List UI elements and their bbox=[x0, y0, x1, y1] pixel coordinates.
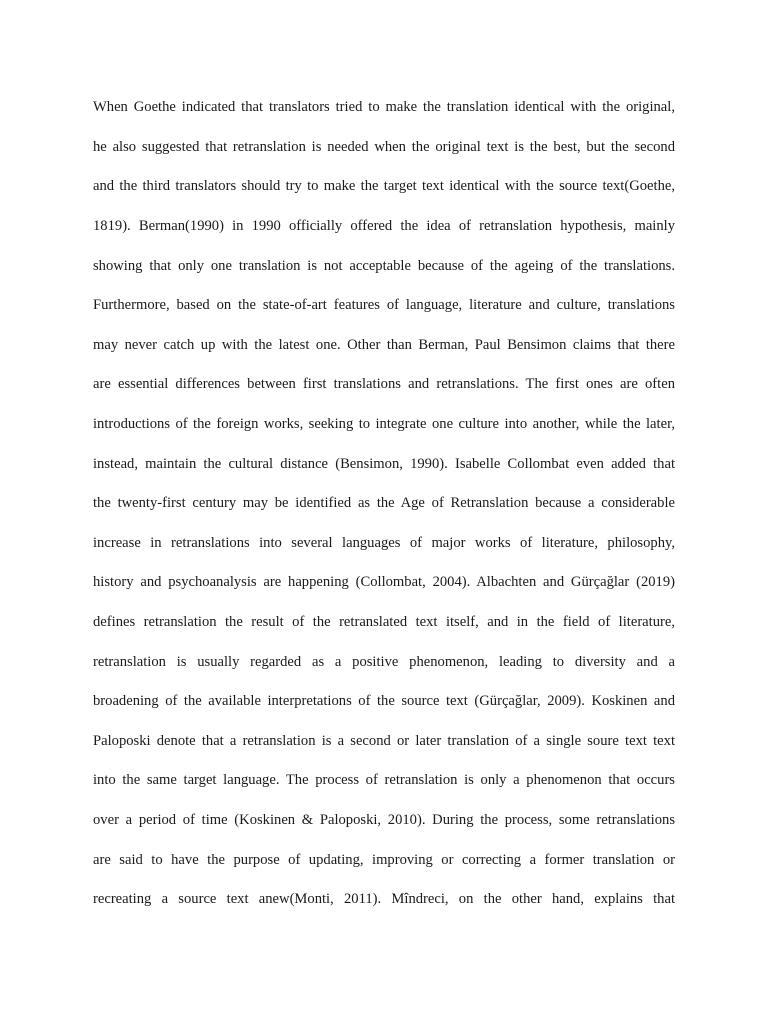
text-line: into the same target language. The process of retranslation is only a phenomenon that occurs bbox=[93, 772, 675, 788]
text-line: When Goethe indicated that translators tried to make the translation identical with the original, bbox=[93, 99, 675, 115]
text-line: he also suggested that retranslation is needed when the original text is the best, but the second bbox=[93, 139, 675, 155]
text-line: introductions of the foreign works, seeking to integrate one culture into another, while the later, bbox=[93, 416, 675, 432]
text-line: are said to have the purpose of updating, improving or correcting a former translation or bbox=[93, 852, 675, 868]
text-line: the twenty-first century may be identified as the Age of Retranslation because a considerable bbox=[93, 495, 675, 511]
text-line: increase in retranslations into several languages of major works of literature, philosophy, bbox=[93, 535, 675, 551]
text-line: may never catch up with the latest one. Other than Berman, Paul Bensimon claims that there bbox=[93, 337, 675, 353]
text-line: broadening of the available interpretations of the source text (Gürçağlar, 2009). Koskinen and bbox=[93, 693, 675, 709]
text-line: defines retranslation the result of the retranslated text itself, and in the field of literature, bbox=[93, 614, 675, 630]
text-line: instead, maintain the cultural distance (Bensimon, 1990). Isabelle Collombat even added that bbox=[93, 456, 675, 472]
text-line: and the third translators should try to make the target text identical with the source text(Goethe, bbox=[93, 178, 675, 194]
text-line: 1819). Berman(1990) in 1990 officially offered the idea of retranslation hypothesis, mainly bbox=[93, 218, 675, 234]
text-line: over a period of time (Koskinen & Paloposki, 2010). During the process, some retranslations bbox=[93, 812, 675, 828]
text-line: Paloposki denote that a retranslation is a second or later translation of a single soure text text bbox=[93, 733, 675, 749]
text-line: recreating a source text anew(Monti, 2011). Mîndreci, on the other hand, explains that bbox=[93, 891, 675, 907]
text-line: retranslation is usually regarded as a positive phenomenon, leading to diversity and a bbox=[93, 654, 675, 670]
text-line: showing that only one translation is not acceptable because of the ageing of the translations. bbox=[93, 258, 675, 274]
text-line: Furthermore, based on the state-of-art features of language, literature and culture, translations bbox=[93, 297, 675, 313]
text-line: history and psychoanalysis are happening (Collombat, 2004). Albachten and Gürçağlar (2019) bbox=[93, 574, 675, 590]
text-line: are essential differences between first translations and retranslations. The first ones are often bbox=[93, 376, 675, 392]
